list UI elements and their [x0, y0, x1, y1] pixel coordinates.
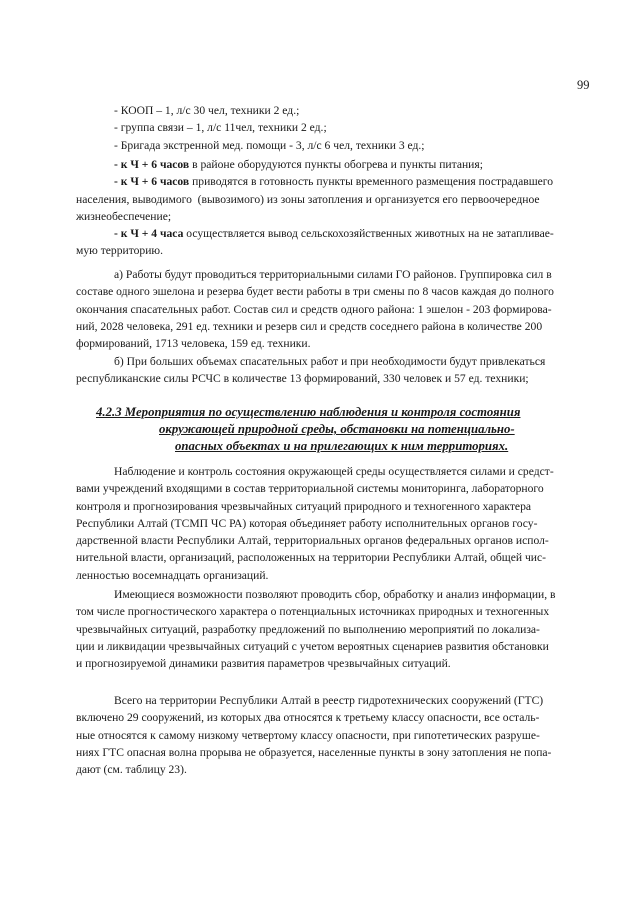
- paragraph-gts: [76, 692, 591, 778]
- paragraph-observation: [76, 463, 591, 584]
- paragraph-text: приводятся в готовность пункты временного размещения пострадавшего: [189, 175, 554, 189]
- paragraph-line: Всего на территории Республики Алтай в реестр гидротехнических сооружений (ГТС): [114, 694, 544, 707]
- paragraph-text: населения, выводимого (вывозимого) из зоны затопления и организуется его первоочередное: [76, 192, 540, 206]
- paragraph-line: дарственной власти Республики Алтай, территориальных органов федеральных органов испол-: [76, 534, 549, 548]
- list-item: - Бригада экстренной мед. помощи - 3, л/с 6 чел, техники 3 ед.;: [114, 138, 425, 152]
- paragraph-line: жизнеобеспечение;: [76, 209, 172, 223]
- section-heading: [96, 404, 596, 455]
- paragraph-line: ные относятся к самому низкому четвертому классу опасности, при гипотетических разруше-: [76, 728, 540, 742]
- paragraph-line: составе одного эшелона и резерва будет вести работы в три смены по 8 часов каждая до полного: [76, 285, 554, 299]
- time-measures: [76, 156, 591, 260]
- paragraph-line: [76, 191, 591, 208]
- paragraph-line: б) При больших объемах спасательных работ и при необходимости будут привлекаться: [114, 355, 546, 368]
- paragraph-ch6-shelter: [76, 173, 591, 190]
- paragraph-line: и прогнозируемой динамики развития параметров чрезвычайных ситуаций.: [76, 657, 451, 671]
- paragraph-line: ленностью восемнадцать организаций.: [76, 568, 269, 582]
- section-heading-line: 4.2.3 Мероприятия по осуществлению наблюдения и контроля состояния: [96, 405, 521, 419]
- paragraph-line: Республики Алтай (ТСМП ЧС РА) которая объединяет работу исполнительных органов госу-: [76, 516, 538, 530]
- paragraph-line: включено 29 сооружений, из которых два относятся к третьему классу опасности, все осталь-: [76, 711, 540, 725]
- paragraph-line: Имеющиеся возможности позволяют проводить сбор, обработку и анализ информации, в: [114, 588, 556, 601]
- paragraph-capabilities: [76, 586, 591, 672]
- paragraph-line: республиканские силы РСЧС в количестве 13 формирований, 330 человек и 57 ед. техники;: [76, 372, 529, 386]
- paragraph-line: мую территорию.: [76, 244, 163, 258]
- paragraph-line: том числе прогностического характера о потенциальных источниках природных и техногенных: [76, 605, 550, 619]
- paragraph-ch4-livestock: [76, 225, 591, 242]
- list-item: - КООП – 1, л/с 30 чел, техники 2 ед.;: [114, 104, 300, 117]
- paragraph-line: дают (см. таблицу 23).: [76, 763, 187, 777]
- time-label: - к Ч + 6 часов: [114, 158, 190, 171]
- paragraph-line: вами учреждений входящими в состав территориальной системы мониторинга, лабораторного: [76, 482, 544, 496]
- paragraph-line: Наблюдение и контроль состояния окружающей среды осуществляется силами и средст-: [114, 465, 554, 478]
- page-number: 99: [577, 78, 590, 92]
- paragraph-line: контроля и прогнозирования чрезвычайных ситуаций природного и техногенного характера: [76, 499, 532, 513]
- paragraph-line: ниях ГТС опасная волна прорыва не образуется, населенные пункты в зону затопления не попа-: [76, 745, 552, 759]
- resource-list: [76, 102, 591, 154]
- paragraph-line: чрезвычайных ситуаций, разработку предложений по выполнению мероприятий по локализа-: [76, 622, 540, 636]
- section-heading-line: окружающей природной среды, обстановки на потенциально-: [159, 422, 515, 436]
- paragraph-line: формирований, 1713 человека, 159 ед. техники.: [76, 337, 311, 351]
- paragraph-text: осуществляется вывод сельскохозяйственных животных на не затапливае-: [183, 227, 554, 241]
- time-label: - к Ч + 6 часов: [114, 175, 190, 189]
- paragraph-line: ции и ликвидации чрезвычайных ситуаций с учетом вероятных сценариев развития обстановки: [76, 639, 549, 653]
- paragraph-b: [76, 353, 591, 388]
- list-item: - группа связи – 1, л/с 11чел, техники 2 ед.;: [114, 121, 327, 135]
- time-label: - к Ч + 4 часа: [114, 227, 184, 241]
- paragraph-line: а) Работы будут проводиться территориальными силами ГО районов. Группировка сил в: [114, 268, 552, 281]
- paragraph-ch6-heating: [76, 156, 591, 173]
- paragraph-text: в районе оборудуются пункты обогрева и пункты питания;: [189, 158, 483, 171]
- section-heading-line: опасных объектах и на прилегающих к ним территориях.: [175, 439, 509, 453]
- paragraph-line: окончания спасательных работ. Состав сил и средств одного района: 1 эшелон - 203 формирова-: [76, 302, 552, 316]
- paragraph-a: [76, 266, 591, 352]
- paragraph-line: нительной власти, организаций, расположенных на территории Республики Алтай, общей чис-: [76, 551, 546, 565]
- paragraph-line: ний, 2028 человека, 291 ед. техники и резерв сил и средств соседнего района в количестве 200: [76, 319, 543, 333]
